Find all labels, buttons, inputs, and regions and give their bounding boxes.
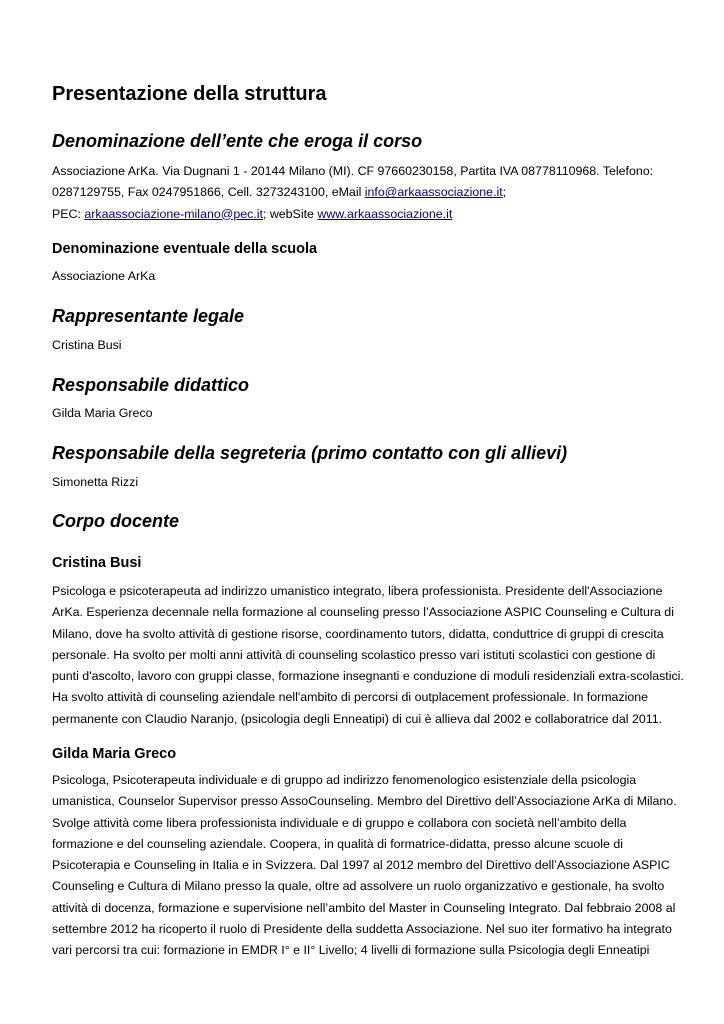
heading-scuola: Denominazione eventuale della scuola <box>52 241 318 257</box>
bio-line: Psicologa, Psicoterapeuta individuale e di gruppo ad indirizzo fenomenologico esistenziale della psicologia <box>52 773 637 787</box>
bio-line: Svolge attività come libera professionista individuale e di gruppo e collabora con società nell’ambito della <box>52 815 627 830</box>
ente-line <box>52 182 653 203</box>
heading-corpo-docente: Corpo docente <box>52 511 180 531</box>
bio-line: attività di docenza, formazione e supervisione nell’ambito del Master in Counseling Integrato. Dal febbraio 2008 al <box>52 900 676 915</box>
separator: ; <box>502 185 507 200</box>
bio-line: personale. Ha svolto per molti anni attività di counseling scolastico presso vari istituti scolastici con gestione di <box>52 647 656 662</box>
bio-line: punti d'ascolto, lavoro con gruppi classe, formazione insegnanti e conduzione di moduli residenziali extra-scolastici. <box>52 669 684 684</box>
website-link[interactable]: www.arkaassociazione.it <box>317 206 453 221</box>
heading-didattico: Responsabile didattico <box>52 375 250 395</box>
scuola-value: Associazione ArKa <box>52 269 156 283</box>
heading-rappresentante: Rappresentante legale <box>52 306 245 326</box>
pec-label: PEC: <box>52 206 85 221</box>
bio-line: formazione e del counseling aziendale. Coopera, in qualità di formatrice-didatta, presso alcune scuole di <box>52 836 623 851</box>
bio-line: settembre 2012 ha ricoperto il ruolo di Presidente della suddetta Associazione. Nel suo iter formativo ha integrato <box>52 922 672 937</box>
ente-details <box>52 161 653 225</box>
docente-bio <box>52 581 684 730</box>
docente-name: Gilda Maria Greco <box>52 746 177 762</box>
docente-bio <box>52 770 677 962</box>
heading-segreteria: Responsabile della segreteria (primo contatto con gli allievi) <box>52 443 568 463</box>
docente-name: Cristina Busi <box>52 555 142 571</box>
ente-line <box>52 204 653 225</box>
ente-line: Associazione ArKa. Via Dugnani 1 - 20144 Milano (MI). CF 97660230158, Partita IVA 08778110968. Telefono: <box>52 164 654 178</box>
email-link[interactable]: info@arkaassociazione.it <box>364 185 503 200</box>
didattico-value: Gilda Maria Greco <box>52 406 153 420</box>
pec-link[interactable]: arkaassociazione-milano@pec.it <box>84 206 263 221</box>
rappresentante-value: Cristina Busi <box>52 338 122 352</box>
bio-line: ArKa. Esperienza decennale nella formazione al counseling presso l’Associazione ASPIC Counseling e Cultura di <box>52 605 674 620</box>
bio-line: permanente con Claudio Naranjo, (psicologia degli Enneatipi) di cui è allieva dal 2002 e collaboratrice dal 2011. <box>52 711 663 726</box>
bio-line: vari percorsi tra cui: formazione in EMDR I° e II° Livello; 4 livelli di formazione sulla Psicologia degli Enneatipi <box>52 943 650 958</box>
bio-line: Counseling e Cultura di Milano presso la quale, oltre ad assolvere un ruolo organizzativo e gestionale, ha svolto <box>52 879 665 894</box>
ente-contacts: 0287129755, Fax 0247951866, Cell. 3273243100, eMail <box>52 185 365 200</box>
bio-line: Ha svolto attività di counseling aziendale nell'ambito di percorsi di outplacement professionale. In formazione <box>52 690 649 705</box>
segreteria-value: Simonetta Rizzi <box>52 475 139 489</box>
bio-line: Milano, dove ha svolto attività di gestione risorse, coordinamento tutors, didatta, conduttrice di gruppi di crescita <box>52 626 664 641</box>
website-label: ; webSite <box>262 206 318 221</box>
bio-line: umanistica, Counselor Supervisor presso AssoCounseling. Membro del Direttivo dell’Associazione ArKa di Milano. <box>52 794 677 809</box>
bio-line: Psicoterapia e Counseling in Italia e in Svizzera. Dal 1997 al 2012 membro del Direttivo dell’Associazione ASPIC <box>52 858 670 873</box>
page-title: Presentazione della struttura <box>52 83 327 105</box>
heading-ente: Denominazione dell’ente che eroga il corso <box>52 131 423 151</box>
bio-line: Psicologa e psicoterapeuta ad indirizzo umanistico integrato, libera professionista. Presidente dell'Associazione <box>52 584 663 598</box>
